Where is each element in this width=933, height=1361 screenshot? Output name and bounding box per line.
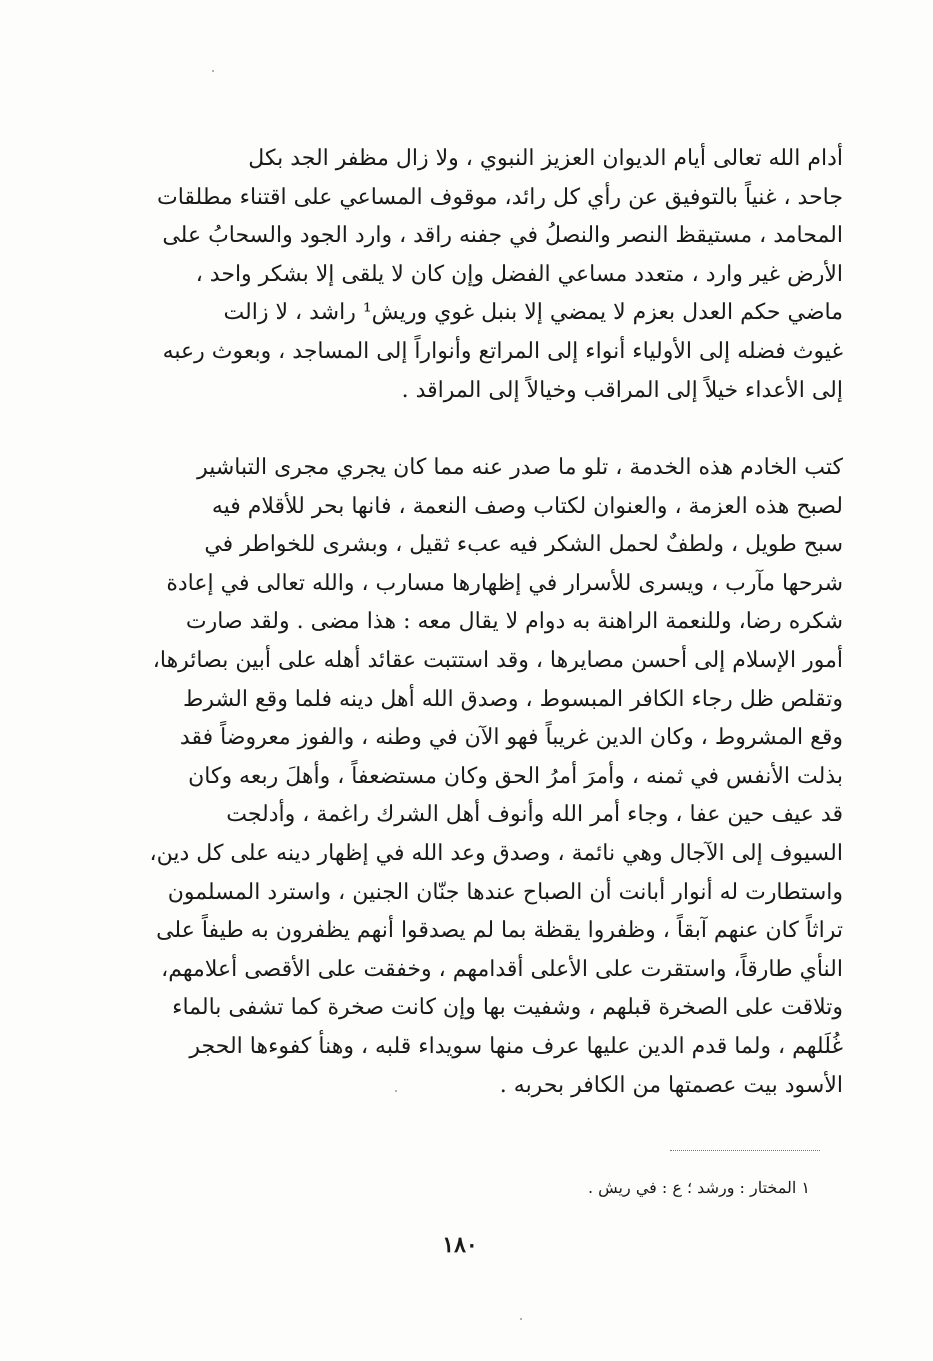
text-line: أمور الإسلام إلى أحسن مصايرها ، وقد استتبت عقائد أهله على أبين بصائرها، bbox=[152, 647, 843, 673]
text-line: غُلَلهم ، ولما قدم الدين عليها عرف منها سويداء قلبه ، وهنأ كفوءها الحجر bbox=[189, 1033, 843, 1059]
text-line: قد عيف حين عفا ، وجاء أمر الله وأنوف أهل الشرك راغمة ، وأدلجت bbox=[226, 802, 843, 828]
text-line: إلى الأعداء خيلاً إلى المراقب وخيالاً إلى المراقد . bbox=[401, 377, 843, 403]
text-line: شرحها مآرب ، ويسرى للأسرار في إظهارها مسارب ، والله تعالى في إعادة bbox=[166, 570, 843, 596]
text-line: وتقلص ظل رجاء الكافر المبسوط ، وصدق الله أهل دينه فلما وقع الشرط bbox=[183, 686, 843, 712]
text-line: غيوث فضله إلى الأولياء أنواء إلى المراتع وأنواراً إلى المساجد ، وبعوث رعبه bbox=[162, 338, 843, 364]
text-line: جاحد ، غنياً بالتوفيق عن رأي كل رائد، موقوف المساعي على اقتناء مطلقات bbox=[157, 184, 843, 210]
footnote: ١ المختار : ورشد ؛ ع : في ريش . bbox=[587, 1178, 810, 1197]
paper-speck bbox=[395, 1090, 397, 1092]
text-line: سبح طويل ، ولطفٌ لحمل الشكر فيه عبء ثقيل ، وبشرى للخواطر في bbox=[204, 532, 843, 558]
paper-speck bbox=[520, 1318, 522, 1320]
text-line: أدام الله تعالى أيام الديوان العزيز النبوي ، ولا زال مظفر الجد بكل bbox=[248, 146, 843, 171]
text-line: لصبح هذه العزمة ، والعنوان لكتاب وصف النعمة ، فانها بحر للأقلام فيه bbox=[211, 493, 843, 519]
paragraph-2 bbox=[128, 449, 843, 1105]
text-line: ماضي حكم العدل بعزم لا يمضي إلا بنبل غوي وريش¹ راشد ، لا زالت bbox=[223, 300, 843, 326]
text-line: بذلت الأنفس في ثمنه ، وأمرَ أمرُ الحق وكان مستضعفاً ، وأهلَ ربعه وكان bbox=[188, 763, 843, 789]
text-line: النأي طارقاً، واستقرت على الأعلى أقدامهم ، وخفقت على الأقصى أعلامهم، bbox=[161, 956, 843, 982]
text-line: واستطارت له أنوار أبانت أن الصباح عندها جنّان الجنين ، واسترد المسلمون bbox=[167, 879, 843, 905]
text-line: المحامد ، مستيقظ النصر والنصلُ في جفنه راقد ، وارد الجود والسحابُ على bbox=[162, 223, 843, 249]
text-line: شكره رضا، وللنعمة الراهنة به دوام لا يقال معه : هذا مضى . ولقد صارت bbox=[185, 609, 843, 635]
text-line: كتب الخادم هذه الخدمة ، تلو ما صدر عنه مما كان يجري مجرى التباشير bbox=[197, 455, 843, 480]
footnote-divider bbox=[670, 1150, 820, 1151]
text-line: وتلاقت على الصخرة قبلهم ، وشفيت بها وإن كانت صخرة كما تشفى بالماء bbox=[172, 995, 843, 1021]
page-number: ١٨٠ bbox=[442, 1232, 478, 1258]
paper-speck bbox=[212, 70, 214, 72]
text-line: الأسود بيت عصمتها من الكافر بحربه . bbox=[499, 1072, 843, 1098]
paragraph-1 bbox=[128, 140, 843, 410]
text-line: الأرض غير وارد ، متعدد مساعي الفضل وإن كان لا يلقى إلا بشكر واحد ، bbox=[195, 261, 843, 287]
text-line: تراثاً كان عنهم آبقاً ، وظفروا يقظة بما لم يصدقوا أنهم يظفرون به طيفاً على bbox=[156, 918, 843, 944]
text-line: وقع المشروط ، وكان الدين غريباً فهو الآن في وطنه ، والفوز معروضاً فقد bbox=[179, 725, 843, 751]
text-line: السيوف إلى الآجال وهي نائمة ، وصدق وعد الله في إظهار دينه على كل دين، bbox=[149, 840, 843, 866]
